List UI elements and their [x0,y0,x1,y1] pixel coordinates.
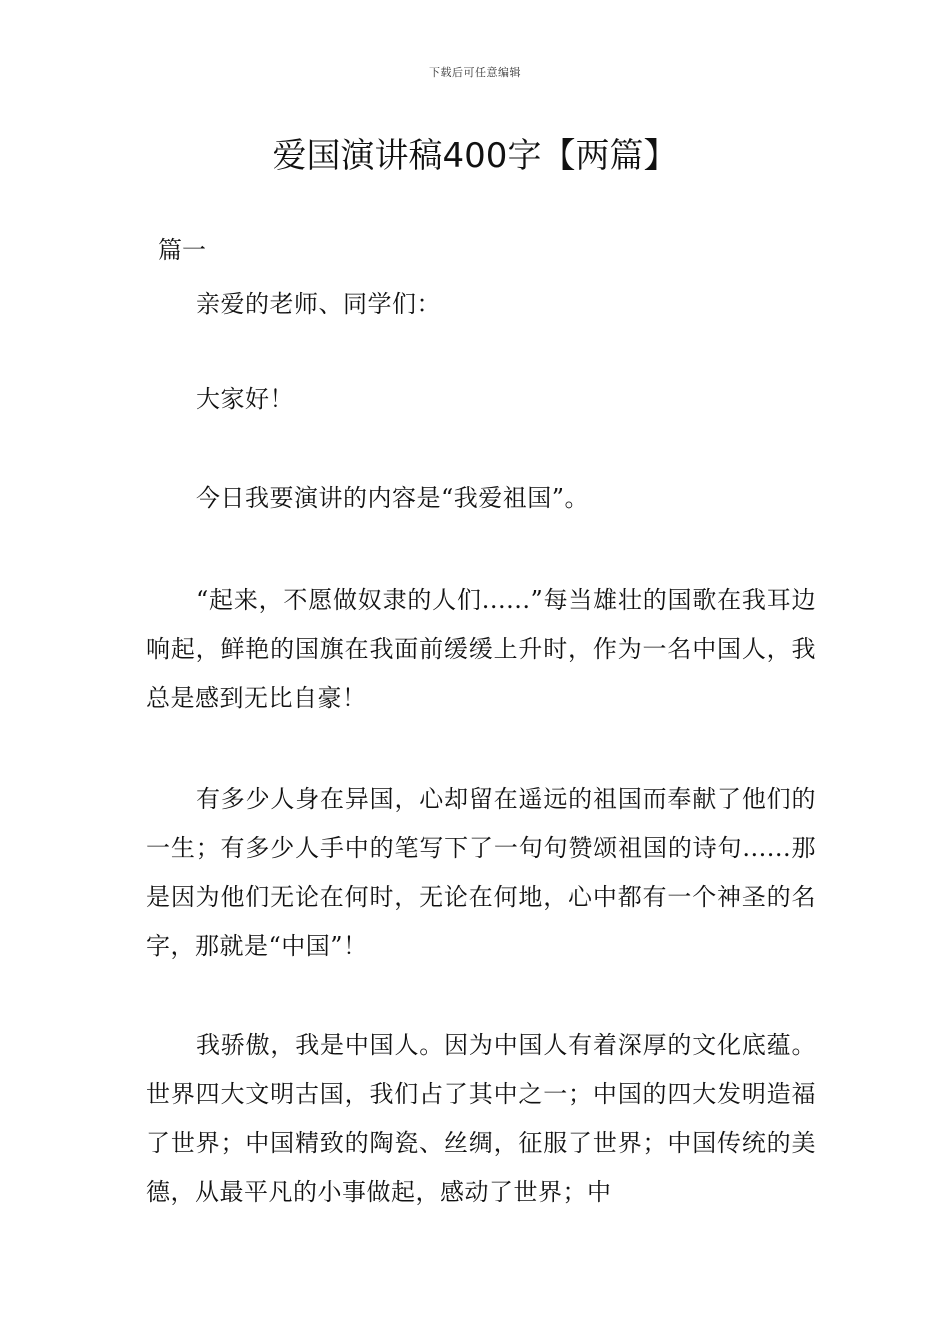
page-header-note: 下载后可任意编辑 [429,66,521,79]
paragraph-topic: 今日我要演讲的内容是“我爱祖国”。 [196,484,590,512]
paragraph-overseas: 有多少人身在异国，心却留在遥远的祖国而奉献了他们的一生；有多少人手中的笔写下了一句句赞颂祖国的诗句......那是因为他们无论在何时，无论在何地，心中都有一个神圣的名字，那就是“中国”！ [146,785,816,960]
paragraph-greeting-hello: 大家好！ [196,385,294,413]
document-title: 爱国演讲稿400字【两篇】 [272,136,678,176]
paragraph-anthem: “起来，不愿做奴隶的人们......”每当雄壮的国歌在我耳边响起，鲜艳的国旗在我面前缓缓上升时，作为一名中国人，我总是感到无比自豪！ [146,586,816,712]
paragraph-greeting-audience: 亲爱的老师、同学们： [196,290,441,318]
section-label: 篇一 [158,236,206,264]
paragraph-pride: 我骄傲，我是中国人。因为中国人有着深厚的文化底蕴。世界四大文明古国，我们占了其中之一；中国的四大发明造福了世界；中国精致的陶瓷、丝绸，征服了世界；中国传统的美德，从最平凡的小事做起，感动了世界；中 [146,1031,816,1206]
